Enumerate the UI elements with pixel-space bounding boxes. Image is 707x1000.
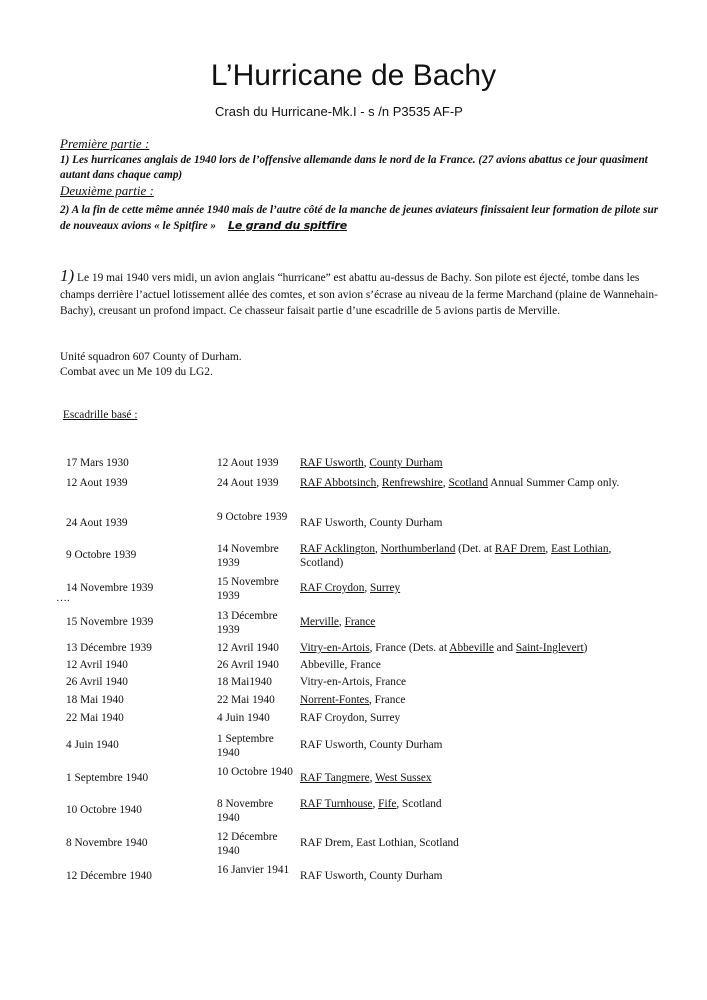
station-location bbox=[300, 694, 645, 708]
station-location bbox=[300, 712, 645, 726]
from-date: 8 Novembre 1940 bbox=[66, 837, 148, 849]
station-location bbox=[300, 582, 645, 596]
to-date: 18 Mai1940 bbox=[217, 676, 272, 688]
location-text: , bbox=[364, 582, 370, 594]
part1-text: 1) Les hurricanes anglais de 1940 lors de l’offensive allemande dans le nord de la France. (27 avions abattus ce jour quasiment autant dans chaque camp) bbox=[60, 154, 648, 181]
to-date: 10 Octobre 1940 bbox=[217, 766, 293, 778]
station-location bbox=[300, 457, 645, 471]
to-date: 16 Janvier 1941 bbox=[217, 864, 290, 876]
location-link[interactable]: Merville bbox=[300, 616, 339, 628]
location-text: , bbox=[363, 457, 370, 469]
location-text: Annual Summer Camp only. bbox=[487, 477, 620, 489]
station-location bbox=[300, 616, 645, 630]
to-date: 15 Novembre 1939 bbox=[217, 576, 279, 602]
location-link[interactable]: County Durham bbox=[369, 457, 443, 469]
page-subtitle: Crash du Hurricane-Mk.I - s /n P3535 AF-P bbox=[215, 104, 463, 119]
location-text: , bbox=[338, 616, 345, 628]
to-date: 13 Décembre 1939 bbox=[217, 610, 278, 636]
location-link[interactable]: Scotland bbox=[448, 477, 488, 489]
to-date: 12 Avril 1940 bbox=[217, 642, 279, 654]
station-location bbox=[300, 676, 645, 690]
location-link[interactable]: RAF Croydon bbox=[300, 582, 365, 594]
station-location bbox=[300, 659, 645, 673]
to-date: 26 Avril 1940 bbox=[217, 659, 279, 671]
unit-line: Unité squadron 607 County of Durham. bbox=[60, 351, 242, 363]
from-date: 17 Mars 1930 bbox=[66, 457, 129, 469]
location-text: RAF Usworth, County Durham bbox=[300, 870, 443, 882]
location-text: , Scotland) bbox=[300, 543, 612, 569]
location-link[interactable]: RAF Acklington bbox=[300, 543, 376, 555]
station-location bbox=[300, 837, 645, 851]
from-date: 13 Décembre 1939 bbox=[66, 642, 152, 654]
location-text: RAF Drem, East Lothian, Scotland bbox=[300, 837, 459, 849]
station-location bbox=[300, 477, 645, 491]
to-date: 4 Juin 1940 bbox=[217, 712, 270, 724]
location-link[interactable]: East Lothian bbox=[551, 543, 609, 555]
escadrille-label: Escadrille basé : bbox=[62, 409, 138, 421]
station-location bbox=[300, 772, 645, 786]
location-text: , bbox=[442, 477, 449, 489]
location-text: , Scotland bbox=[396, 798, 442, 810]
from-date: 4 Juin 1940 bbox=[66, 739, 119, 751]
from-date: 26 Avril 1940 bbox=[66, 676, 128, 688]
station-location bbox=[300, 870, 645, 884]
to-date: 9 Octobre 1939 bbox=[217, 511, 288, 523]
from-date: 1 Septembre 1940 bbox=[66, 772, 149, 784]
location-text: , France bbox=[369, 694, 406, 706]
location-text: , bbox=[545, 543, 552, 555]
location-link[interactable]: RAF Abbotsinch bbox=[300, 477, 377, 489]
location-link[interactable]: France bbox=[344, 616, 376, 628]
station-location bbox=[300, 543, 645, 570]
station-location bbox=[300, 517, 645, 531]
from-date: 10 Octobre 1940 bbox=[66, 804, 142, 816]
from-date: 12 Avril 1940 bbox=[66, 659, 128, 671]
location-link[interactable]: Abbeville bbox=[449, 642, 494, 654]
location-link[interactable]: RAF Usworth bbox=[300, 457, 364, 469]
location-text: , France (Dets. at bbox=[369, 642, 450, 654]
from-date: 24 Aout 1939 bbox=[66, 517, 128, 529]
location-link[interactable]: RAF Drem bbox=[494, 543, 546, 555]
ellipsis-mark: …. bbox=[56, 592, 70, 604]
location-link[interactable]: Saint-Inglevert bbox=[515, 642, 584, 654]
location-text: , bbox=[375, 543, 381, 555]
location-text: RAF Croydon, Surrey bbox=[300, 712, 401, 724]
location-text: RAF Usworth, County Durham bbox=[300, 739, 443, 751]
paragraph-number: 1) bbox=[60, 266, 75, 285]
location-link[interactable]: West Sussex bbox=[375, 772, 432, 784]
from-date: 12 Décembre 1940 bbox=[66, 870, 152, 882]
to-date: 1 Septembre 1940 bbox=[217, 733, 274, 759]
to-date: 12 Aout 1939 bbox=[217, 457, 279, 469]
from-date: 15 Novembre 1939 bbox=[66, 616, 154, 628]
location-link[interactable]: RAF Tangmere bbox=[300, 772, 370, 784]
part2-heading: Deuxième partie : bbox=[60, 183, 154, 198]
paragraph-text: Le 19 mai 1940 vers midi, un avion anglais “hurricane” est abattu au-dessus de Bachy. Son pilote est éjecté, tombe dans les champs derrière l’actuel lotissement allée des comtes, et son avion s’écrase au niveau de la ferme Marchand (plaine de Wannehain-Bachy), creusant un profond impact. Ce chasseur faisait partie d’une escadrille de 5 avions partis de Merville. bbox=[60, 272, 658, 317]
location-link[interactable]: RAF Turnhouse bbox=[300, 798, 373, 810]
from-date: 9 Octobre 1939 bbox=[66, 549, 137, 561]
location-link[interactable]: Fife bbox=[378, 798, 397, 810]
location-text: Abbeville, France bbox=[300, 659, 381, 671]
to-date: 14 Novembre 1939 bbox=[217, 543, 279, 569]
from-date: 18 Mai 1940 bbox=[66, 694, 124, 706]
from-date: 22 Mai 1940 bbox=[66, 712, 124, 724]
from-date: 12 Aout 1939 bbox=[66, 477, 128, 489]
from-date: 14 Novembre 1939 bbox=[66, 582, 154, 594]
location-text: , bbox=[372, 798, 379, 810]
to-date: 24 Aout 1939 bbox=[217, 477, 279, 489]
handwritten-note: Le grand du spitfire bbox=[228, 219, 347, 232]
combat-line: Combat avec un Me 109 du LG2. bbox=[60, 366, 213, 378]
page-title: L’Hurricane de Bachy bbox=[210, 59, 497, 92]
station-location bbox=[300, 642, 645, 656]
location-text: and bbox=[493, 642, 516, 654]
location-link[interactable]: Northumberland bbox=[380, 543, 456, 555]
location-link[interactable]: Surrey bbox=[370, 582, 401, 594]
location-text: ) bbox=[583, 642, 588, 654]
location-link[interactable]: Vitry-en-Artois bbox=[300, 642, 370, 654]
to-date: 12 Décembre 1940 bbox=[217, 831, 278, 857]
part1-heading: Première partie : bbox=[60, 136, 150, 151]
to-date: 8 Novembre 1940 bbox=[217, 798, 274, 824]
location-text: , bbox=[376, 477, 382, 489]
location-text: RAF Usworth, County Durham bbox=[300, 517, 443, 529]
part2-text: 2) A la fin de cette même année 1940 mais de l’autre côté de la manche de jeunes aviateurs finissaient leur formation de pilote sur de nouveaux avions « le Spitfire » bbox=[60, 204, 659, 232]
location-text: (Det. at bbox=[455, 543, 495, 555]
location-link[interactable]: Norrent-Fontes bbox=[300, 694, 370, 706]
location-text: Vitry-en-Artois, France bbox=[300, 676, 406, 688]
to-date: 22 Mai 1940 bbox=[217, 694, 275, 706]
station-location bbox=[300, 739, 645, 753]
location-text: , bbox=[369, 772, 376, 784]
station-location bbox=[300, 798, 645, 812]
location-link[interactable]: Renfrewshire bbox=[381, 477, 443, 489]
